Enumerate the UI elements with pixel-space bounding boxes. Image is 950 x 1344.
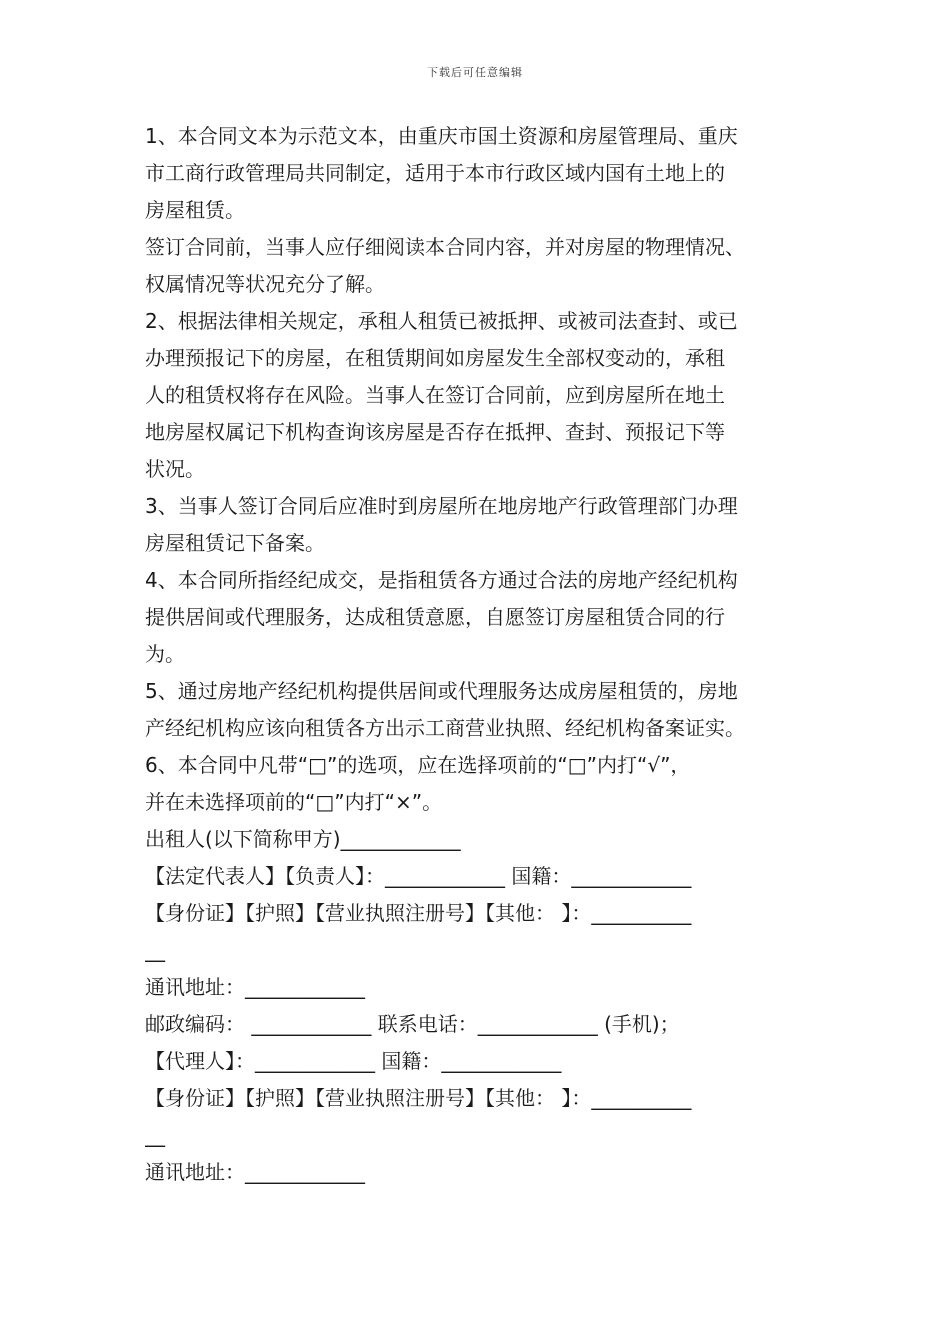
text-line: 2、根据法律相关规定，承租人租赁已被抵押、或被司法查封、或已 [145, 309, 738, 333]
text-line: 权属情况等状况充分了解。 [145, 272, 385, 296]
agent-address-line: 通讯地址：____________ [145, 1160, 365, 1184]
text-line: 并在未选择项前的“□”内打“×”。 [145, 790, 443, 814]
agent-id-type-line-wrap: __ [145, 1123, 165, 1147]
text-line: 市工商行政管理局共同制定，适用于本市行政区域内国有土地上的 [145, 161, 725, 185]
text-line: 4、本合同所指经纪成交，是指租赁各方通过合法的房地产经纪机构 [145, 568, 738, 592]
text-line: 人的租赁权将存在风险。当事人在签订合同前，应到房屋所在地土 [145, 383, 725, 407]
text-line: 房屋租赁记下备案。 [145, 531, 325, 555]
id-type-line-wrap: __ [145, 938, 165, 962]
text-line: 产经纪机构应该向租赁各方出示工商营业执照、经纪机构备案证实。 [145, 716, 745, 740]
text-line: 地房屋权属记下机构查询该房屋是否存在抵押、查封、预报记下等 [145, 420, 725, 444]
text-line: 6、本合同中凡带“□”的选项，应在选择项前的“□”内打“√”， [145, 753, 691, 777]
legal-rep-line: 【法定代表人】【负责人】：____________ 国籍：____________ [145, 864, 692, 888]
document-body [145, 118, 825, 1191]
text-line: 状况。 [145, 457, 205, 481]
text-line: 5、通过房地产经纪机构提供居间或代理服务达成房屋租赁的，房地 [145, 679, 738, 703]
text-line: 签订合同前，当事人应仔细阅读本合同内容，并对房屋的物理情况、 [145, 235, 745, 259]
lessor-line: 出租人(以下简称甲方)____________ [145, 827, 461, 851]
agent-id-type-line: 【身份证】【护照】【营业执照注册号】【其他： 】：__________ [145, 1086, 692, 1110]
text-line: 3、当事人签订合同后应准时到房屋所在地房地产行政管理部门办理 [145, 494, 738, 518]
text-line: 1、本合同文本为示范文本，由重庆市国土资源和房屋管理局、重庆 [145, 124, 738, 148]
agent-line: 【代理人】：____________ 国籍：____________ [145, 1049, 562, 1073]
page-header: 下载后可任意编辑 [427, 66, 523, 79]
postal-phone-line: 邮政编码： ____________ 联系电话：____________ (手机)； [145, 1012, 680, 1036]
text-line: 为。 [145, 642, 185, 666]
text-line: 房屋租赁。 [145, 198, 245, 222]
text-line: 办理预报记下的房屋，在租赁期间如房屋发生全部权变动的，承租 [145, 346, 725, 370]
text-line: 提供居间或代理服务，达成租赁意愿，自愿签订房屋租赁合同的行 [145, 605, 725, 629]
address-line: 通讯地址：____________ [145, 975, 365, 999]
id-type-line: 【身份证】【护照】【营业执照注册号】【其他： 】：__________ [145, 901, 692, 925]
